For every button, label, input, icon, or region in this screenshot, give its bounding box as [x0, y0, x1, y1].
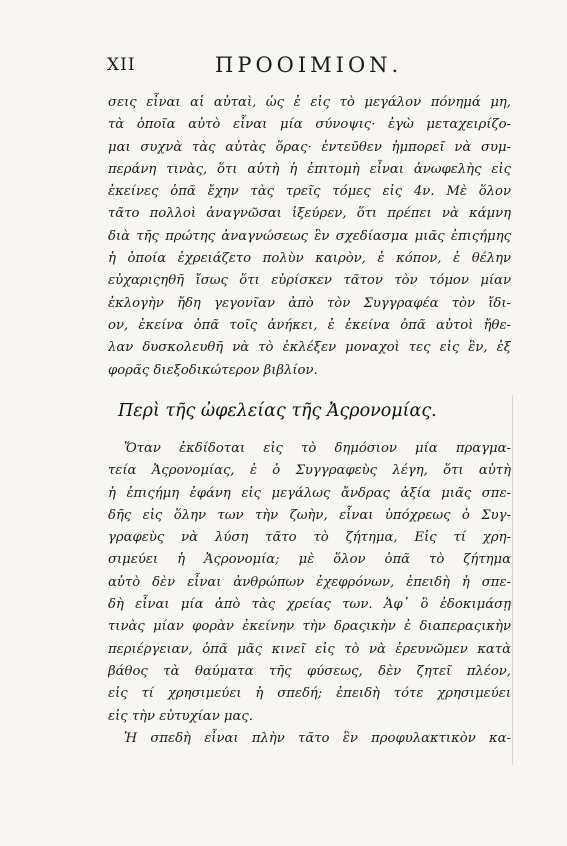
running-title: ΠΡΟΟΙΜΙΟΝ. [215, 53, 403, 77]
text-line: τεία Ἀςρονομίας, ἐ ὁ Συγγραφεὺς λέγη, ὅτι αὐτὴ [108, 463, 511, 479]
text-line: φορᾶς διεξοδικώτερον βιβλίον. [108, 362, 318, 378]
section-heading: Περὶ τῆς ὠφελείας τῆς Ἀςρονομίας. [118, 401, 437, 421]
text-line: γραφεὺς νὰ λύση τᾶτο τὸ ζήτημα, Εἰς τί χρη- [108, 530, 511, 546]
text-line: ἡ ἐπιςήμη ἐφάνη εἰς μεγάλως ἄνδρας ἀξία μιᾶς σπε- [108, 485, 511, 501]
text-line: περάνη τινὰς, ὅτι αὐτὴ ἡ ἐπιτομὴ εἶναι ἀνωφελὴς εἰς [108, 161, 511, 177]
text-line: εὐχαριςηθῆ ἴσως ὅτι εὑρίσκεν τᾶτον τὸν τόμον μίαν [108, 273, 511, 289]
text-line: ἐκείνες ὁπᾶ ἔχην τὰς τρεῖς τόμες εἰς 4ν. Μὲ ὅλον [108, 184, 511, 200]
text-line: εἰς τὴν εὐτυχίαν μας. [108, 708, 253, 724]
text-line: Ὅταν ἐκδίδοται εἰς τὸ δημόσιον μία πραγμα- [124, 441, 511, 456]
margin-rule [512, 395, 513, 765]
intro-paragraph [108, 92, 511, 382]
text-line: περιέργειαν, ὁπᾶ μᾶς κινεῖ εἰς τὸ νὰ ἐρευνῶμεν κατὰ [108, 641, 511, 657]
text-line: σιμεύει ἡ Ἀςρονομία; μὲ ὅλον ὁπᾶ τὸ ζήτημα [108, 552, 511, 568]
text-line: τᾶτο πολλοὶ ἀναγνῶσαι ἰξεύρεν, ὅτι πρέπει νὰ κάμνη [108, 206, 511, 222]
text-line: δῆς εἰς ὅλην των τὴν ζωὴν, εἶναι ὑπόχρεως ὁ Συγ- [108, 507, 511, 523]
text-line: ἐκλογὴν ἤδη γεγονῖαν ἀπὸ τὸν Συγγραφέα τὸν ἴδι- [108, 295, 511, 311]
text-line: δὴ εἶναι μία ἀπὸ τὰς χρείας των. Ἀφ᾽ ὃ ἐδοκιμάσῃ [108, 597, 511, 613]
text-line: σεις εἶναι αἱ αὐταὶ, ὡς ἐ εἰς τὸ μεγάλον πόνημά μη, [108, 95, 511, 110]
text-line: μαι συχνὰ τὰς αὐτὰς ὅρας· ἐντεῦθεν ἠμπορεῖ νὰ συμ- [108, 139, 511, 155]
running-head [107, 55, 507, 81]
text-line: διὰ τῆς πρώτης ἀναγνώσεως ἓν σχεδίασμα μιᾶς ἐπιςήμης [108, 228, 511, 244]
text-line: ἡ ὁποία ἐχρειάζετο πολὺν καιρὸν, ἐ κόπον, ἐ θέλην [108, 251, 511, 267]
text-line: βάθος τὰ θαύματα τῆς φύσεως, δὲν ζητεῖ πλέον, [108, 663, 511, 679]
text-line: τινὰς μίαν φορὰν ἐκείνην τὴν δραςικὴν ἐ διαπεραςικὴν [108, 619, 511, 635]
page-number: XII [107, 55, 136, 75]
text-line: αὐτὸ δὲν εἶναι ἀνθρώπων ἐχεφρόνων, ἐπειδὴ ἡ σπε- [108, 574, 511, 590]
text-line: εἰς τί χρησιμεύει ἡ σπεδή; ἐπειδὴ τότε χρησιμεύει [108, 686, 511, 702]
text-line: ον, ἐκείνα ὁπᾶ τοῖς ἀνήκει, ἐ ἐκείνα ὁπᾶ αὐτοὶ ἤθε- [108, 317, 511, 333]
text-line: τὰ ὁποῖα αὐτὸ εἶναι μία σύνοψις· ἐγὼ μεταχειρίζο- [108, 117, 511, 133]
text-line: λαν δυσκολευθῆ νὰ τὸ ἐκλέξεν μοναχοὶ τες εἰς ἓν, ἐξ [108, 340, 511, 356]
text-line: Ἡ σπεδὴ εἶναι πλὴν τᾶτο ἓν προφυλακτικὸν κα- [124, 730, 511, 746]
section-body [108, 438, 511, 750]
